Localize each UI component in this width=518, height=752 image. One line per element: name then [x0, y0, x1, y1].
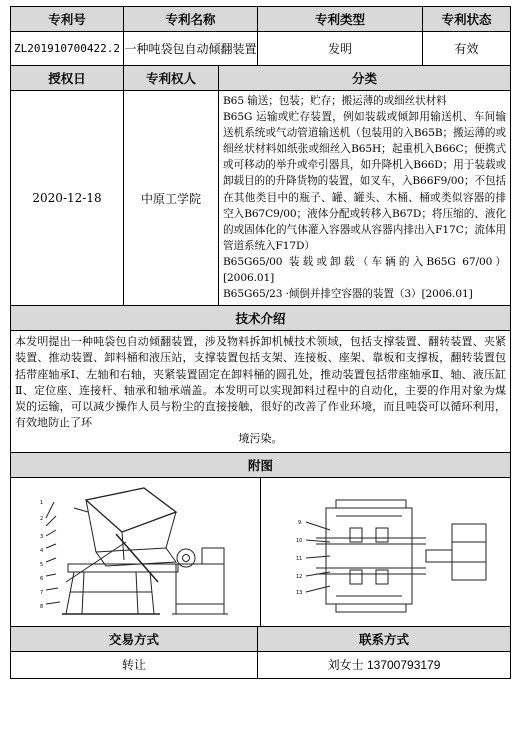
svg-text:3: 3 [39, 533, 43, 540]
patent-status: 有效 [423, 32, 511, 66]
header-grant-date: 授权日 [11, 66, 124, 91]
svg-text:2: 2 [39, 515, 43, 522]
trade-method: 转让 [11, 651, 258, 678]
classification-line: B65G65/23 ·倾倒并排空容器的装置（3）[2006.01] [223, 288, 473, 301]
classification-text [219, 91, 511, 306]
svg-text:1: 1 [39, 499, 43, 506]
tech-intro-body: 本发明提出一种吨袋包自动倾翻装置，涉及物料拆卸机械技术领域，包括支撑装置、翻转装置、夹紧装置、推动装置、卸料桶和液压站，支撑装置包括支架、连接板、座架、靠板和支撑板，翻转装置包括带座轴承Ⅰ、左轴和右轴，夹紧装置固定在卸料桶的圆孔处，推动装置包括带座轴承Ⅱ、轴、液压缸Ⅱ、定位座、连接杆、轴承和轴承端盖。本发明可以实现卸料过程中的自动化，主要的作用对象为煤炭的运输，可以减少操作人员与粉尘的直接接触，很好的改善了作业环境，而且吨袋可以循环利用，有效地防止了环 [15, 335, 507, 430]
svg-text:12: 12 [295, 573, 302, 580]
svg-text:7: 7 [39, 589, 43, 596]
svg-text:5: 5 [39, 561, 43, 568]
header-figures: 附图 [11, 452, 511, 477]
patentee: 中原工学院 [124, 91, 219, 306]
header-patent-status: 专利状态 [423, 7, 511, 32]
svg-text:13: 13 [295, 589, 302, 596]
patent-name: 一种吨袋包自动倾翻装置 [124, 32, 258, 66]
header-patent-no: 专利号 [11, 7, 124, 32]
patent-type: 发明 [258, 32, 423, 66]
grant-date: 2020-12-18 [11, 91, 124, 306]
svg-text:10: 10 [295, 537, 302, 544]
header-tech-intro: 技术介绍 [11, 306, 511, 331]
classification-line: B65 输送；包装；贮存；搬运薄的或细丝状材料 [223, 95, 447, 107]
header-trade-method: 交易方式 [11, 626, 258, 651]
svg-text:9: 9 [297, 519, 301, 526]
patent-sheet [10, 6, 510, 744]
figure-side-view [11, 478, 260, 626]
svg-text:8: 8 [39, 603, 43, 610]
header-classification: 分类 [219, 66, 511, 91]
header-patent-type: 专利类型 [258, 7, 423, 32]
tech-intro-last: 境污染。 [238, 432, 283, 446]
figure-top-view [260, 478, 510, 626]
tipping-device-side-drawing [26, 482, 246, 622]
svg-text:4: 4 [39, 547, 43, 554]
tipping-device-top-drawing [276, 482, 496, 622]
svg-text:6: 6 [39, 575, 43, 582]
header-contact-method: 联系方式 [258, 626, 511, 651]
contact-info: 刘女士 13700793179 [258, 651, 511, 678]
svg-text:11: 11 [295, 555, 302, 562]
tech-intro-text [11, 331, 511, 452]
patent-table [10, 6, 511, 679]
header-patentee: 专利权人 [124, 66, 219, 91]
figures-row [11, 477, 511, 626]
classification-line: B65G 运输或贮存装置，例如装载或倾卸用输送机、车间输送机系统或气动管道输送机（包装用的入B65B；搬运薄的或细丝状材料如纸张或细丝入B65H；起重机入B66C；便携式或可移动的举升或牵引器具，如升降机入B66D；用于装载或卸载目的的升降货物的装置，如叉车，入B66F9/00；不包括在其他类目中的瓶子、罐、罐头、木桶、桶或类似容器的排空入B67C9/00；液体分配或转移入B67D；将压缩的、液化的或固体化的气体灌入容器或从容器内排出入F17C；流体用管道系统入F17D） [223, 111, 507, 252]
patent-number: ZL201910700422.2 [11, 32, 124, 66]
header-patent-name: 专利名称 [124, 7, 258, 32]
classification-line: B65G65/00 装载或卸载（车辆的入B65G 67/00）[2006.01] [223, 255, 507, 285]
